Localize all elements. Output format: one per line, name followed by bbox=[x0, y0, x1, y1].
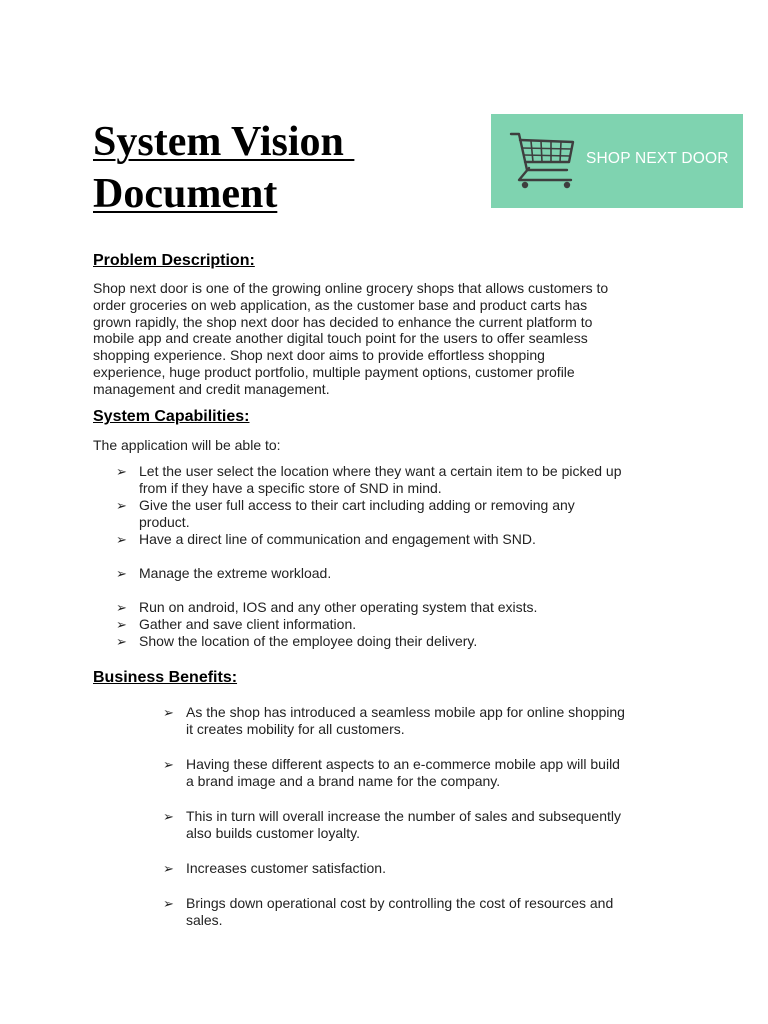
list-item-line: Gather and save client information. bbox=[139, 616, 357, 632]
list-item-line: product. bbox=[139, 514, 190, 530]
document-title bbox=[93, 116, 453, 220]
arrow-bullet-icon: ➢ bbox=[116, 464, 127, 479]
paragraph-line: grown rapidly, the shop next door has decided to enhance the current platform to bbox=[93, 313, 593, 330]
capabilities-intro: The application will be able to: bbox=[93, 437, 281, 453]
paragraph-line: mobile app and create another digital touch point for the users to offer seamless bbox=[93, 330, 588, 347]
arrow-bullet-icon: ➢ bbox=[163, 757, 174, 772]
arrow-bullet-icon: ➢ bbox=[163, 861, 174, 876]
logo-text: SHOP NEXT DOOR bbox=[586, 150, 729, 167]
shopping-cart-icon bbox=[507, 128, 579, 194]
list-item bbox=[116, 565, 622, 582]
arrow-bullet-icon: ➢ bbox=[116, 498, 127, 513]
list-item-line: Show the location of the employee doing their delivery. bbox=[139, 633, 478, 649]
list-item-line: Give the user full access to their cart including adding or removing any bbox=[139, 497, 575, 513]
list-item-line: a brand image and a brand name for the company. bbox=[186, 773, 501, 789]
list-item bbox=[116, 531, 622, 548]
list-item-line: Run on android, IOS and any other operating system that exists. bbox=[139, 599, 538, 615]
arrow-bullet-icon: ➢ bbox=[116, 566, 127, 581]
paragraph-line: Shop next door is one of the growing online grocery shops that allows customers to bbox=[93, 280, 609, 296]
paragraph-line: shopping experience. Shop next door aims to provide effortless shopping bbox=[93, 347, 545, 364]
list-item-line: As the shop has introduced a seamless mobile app for online shopping bbox=[186, 704, 625, 720]
list-item-line: Let the user select the location where they want a certain item to be picked up bbox=[139, 463, 622, 479]
list-item bbox=[116, 497, 622, 531]
list-item-line: it creates mobility for all customers. bbox=[186, 721, 405, 737]
title-line: System Vision bbox=[93, 119, 355, 165]
list-item-line: Brings down operational cost by controlling the cost of resources and bbox=[186, 895, 614, 911]
capabilities-list bbox=[116, 463, 622, 650]
list-item-line: This in turn will overall increase the number of sales and subsequently bbox=[186, 808, 622, 824]
list-item-line: sales. bbox=[186, 912, 223, 928]
list-item bbox=[163, 895, 625, 929]
list-item bbox=[116, 633, 622, 650]
arrow-bullet-icon: ➢ bbox=[163, 896, 174, 911]
paragraph-line: experience, huge product portfolio, multiple payment options, customer profile bbox=[93, 363, 575, 380]
paragraph-line: order groceries on web application, as the customer base and product carts has bbox=[93, 296, 588, 313]
arrow-bullet-icon: ➢ bbox=[116, 600, 127, 615]
list-item bbox=[163, 860, 625, 877]
arrow-bullet-icon: ➢ bbox=[116, 617, 127, 632]
benefits-list bbox=[163, 704, 625, 929]
list-item-line: from if they have a specific store of SND in mind. bbox=[139, 480, 442, 496]
list-item bbox=[116, 616, 622, 633]
list-item-line: also builds customer loyalty. bbox=[186, 825, 361, 841]
capabilities-heading: System Capabilities: bbox=[93, 408, 250, 425]
arrow-bullet-icon: ➢ bbox=[116, 532, 127, 547]
list-item bbox=[163, 704, 625, 738]
title-line: Document bbox=[93, 171, 278, 217]
list-item bbox=[116, 599, 622, 616]
list-item-line: Have a direct line of communication and engagement with SND. bbox=[139, 531, 536, 547]
arrow-bullet-icon: ➢ bbox=[116, 634, 127, 649]
list-item bbox=[163, 808, 625, 842]
list-item bbox=[163, 756, 625, 790]
list-item bbox=[116, 463, 622, 497]
shop-next-door-logo bbox=[491, 114, 743, 208]
benefits-heading: Business Benefits: bbox=[93, 669, 238, 686]
problem-paragraph bbox=[93, 280, 683, 398]
list-item-line: Manage the extreme workload. bbox=[139, 565, 332, 581]
paragraph-line: management and credit management. bbox=[93, 380, 330, 397]
arrow-bullet-icon: ➢ bbox=[163, 705, 174, 720]
list-item-line: Having these different aspects to an e-commerce mobile app will build bbox=[186, 756, 620, 772]
problem-heading: Problem Description: bbox=[93, 252, 255, 269]
arrow-bullet-icon: ➢ bbox=[163, 809, 174, 824]
list-item-line: Increases customer satisfaction. bbox=[186, 860, 386, 876]
